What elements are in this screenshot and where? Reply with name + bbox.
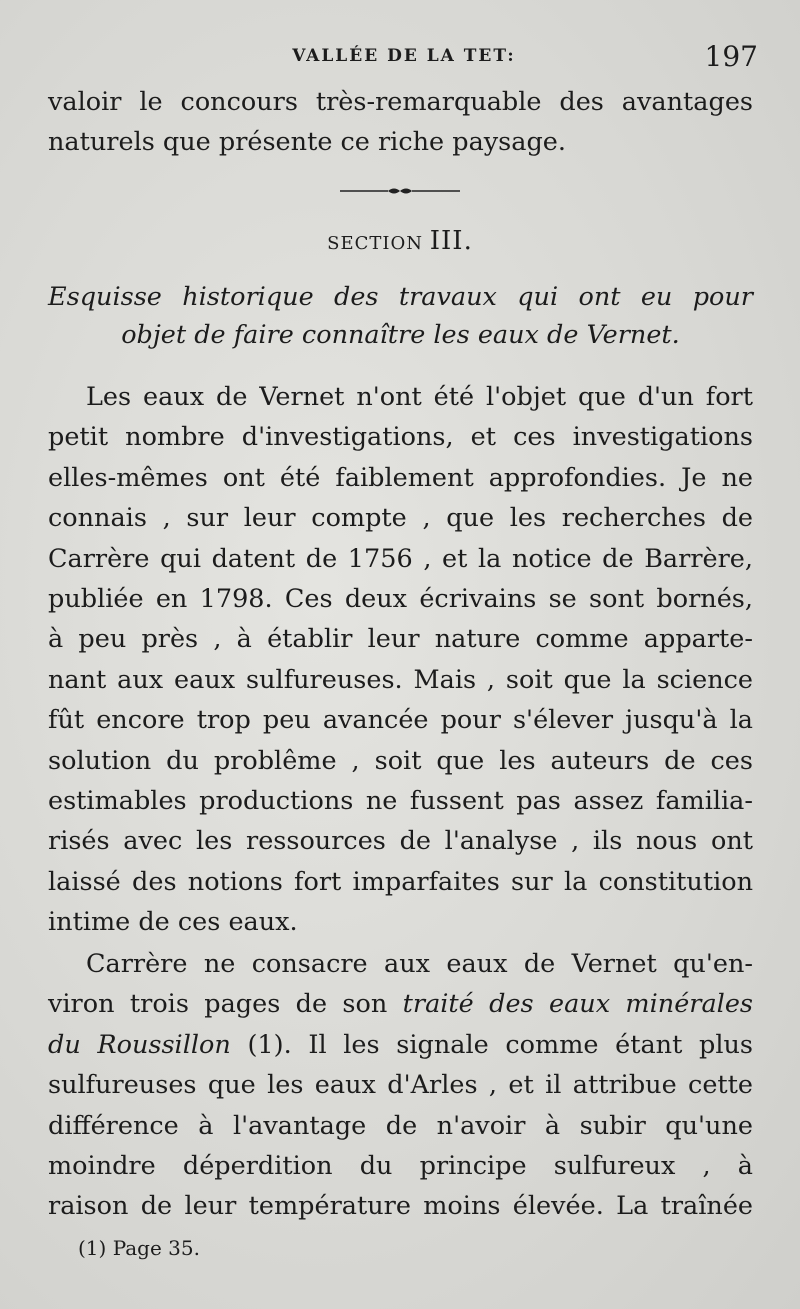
paragraph-2 xyxy=(48,944,753,1227)
text-line: publiée en 1798. Ces deux écrivains se sont bornés, xyxy=(48,584,753,615)
text-line: à peu près , à établir leur nature comme apparte- xyxy=(48,624,753,655)
text-line xyxy=(48,1025,753,1065)
section-title-line: Esquisse historique des travaux qui ont eu pour xyxy=(48,282,753,312)
text-line: solution du problême , soit que les auteurs de ces xyxy=(48,745,753,776)
text-line: fût encore trop peu avancée pour s'élever jusqu'à la xyxy=(48,705,753,736)
text-line: intime de ces eaux. xyxy=(48,907,298,938)
italic-book-title: du Roussillon xyxy=(48,1029,231,1060)
italic-book-title: traité des eaux minérales xyxy=(402,989,754,1020)
text-line: laissé des notions fort imparfaites sur la constitution xyxy=(48,866,753,897)
page-number: 197 xyxy=(704,40,758,73)
text-line: différence à l'avantage de n'avoir à subir qu'une xyxy=(48,1110,753,1141)
text-line: elles-mêmes ont été faiblement approfondies. Je ne xyxy=(48,462,753,493)
text-segment: (1). Il les signale comme étant plus xyxy=(230,1029,753,1060)
text-line: Carrère ne consacre aux eaux de Vernet qu'en- xyxy=(86,949,753,979)
text-line: sulfureuses que les eaux d'Arles , et il attribue cette xyxy=(48,1070,753,1101)
section-number: III. xyxy=(429,226,473,256)
section-title-line: objet de faire connaître les eaux de Vernet. xyxy=(121,320,680,350)
section-label: SECTION xyxy=(327,233,424,254)
section-title xyxy=(48,278,753,354)
section-heading xyxy=(0,226,800,256)
intro-paragraph xyxy=(48,82,753,163)
text-line: risés avec les ressources de l'analyse , ils nous ont xyxy=(48,826,753,857)
text-line: petit nombre d'investigations, et ces investigations xyxy=(48,422,753,453)
text-line: naturels que présente ce riche paysage. xyxy=(48,127,566,158)
text-line: raison de leur température moins élevée. La traînée xyxy=(48,1191,753,1222)
page-header xyxy=(48,40,760,80)
footnote: (1) Page 35. xyxy=(78,1236,200,1260)
text-segment: viron trois pages de son xyxy=(48,989,403,1020)
text-line: valoir le concours très-remarquable des avantages xyxy=(48,87,753,117)
text-line: connais , sur leur compte , que les recherches de xyxy=(48,503,753,534)
running-title: VALLÉE DE LA TET: xyxy=(292,46,516,66)
text-line: Les eaux de Vernet n'ont été l'objet que d'un fort xyxy=(86,382,753,412)
text-line: estimables productions ne fussent pas assez familia- xyxy=(48,786,753,817)
ornament-divider-icon xyxy=(338,184,462,198)
paragraph-1 xyxy=(48,377,753,943)
text-line: Carrère qui datent de 1756 , et la notice de Barrère, xyxy=(48,543,753,574)
text-line: moindre déperdition du principe sulfureux , à xyxy=(48,1151,753,1182)
text-line xyxy=(48,984,753,1024)
text-line: nant aux eaux sulfureuses. Mais , soit que la science xyxy=(48,664,753,695)
